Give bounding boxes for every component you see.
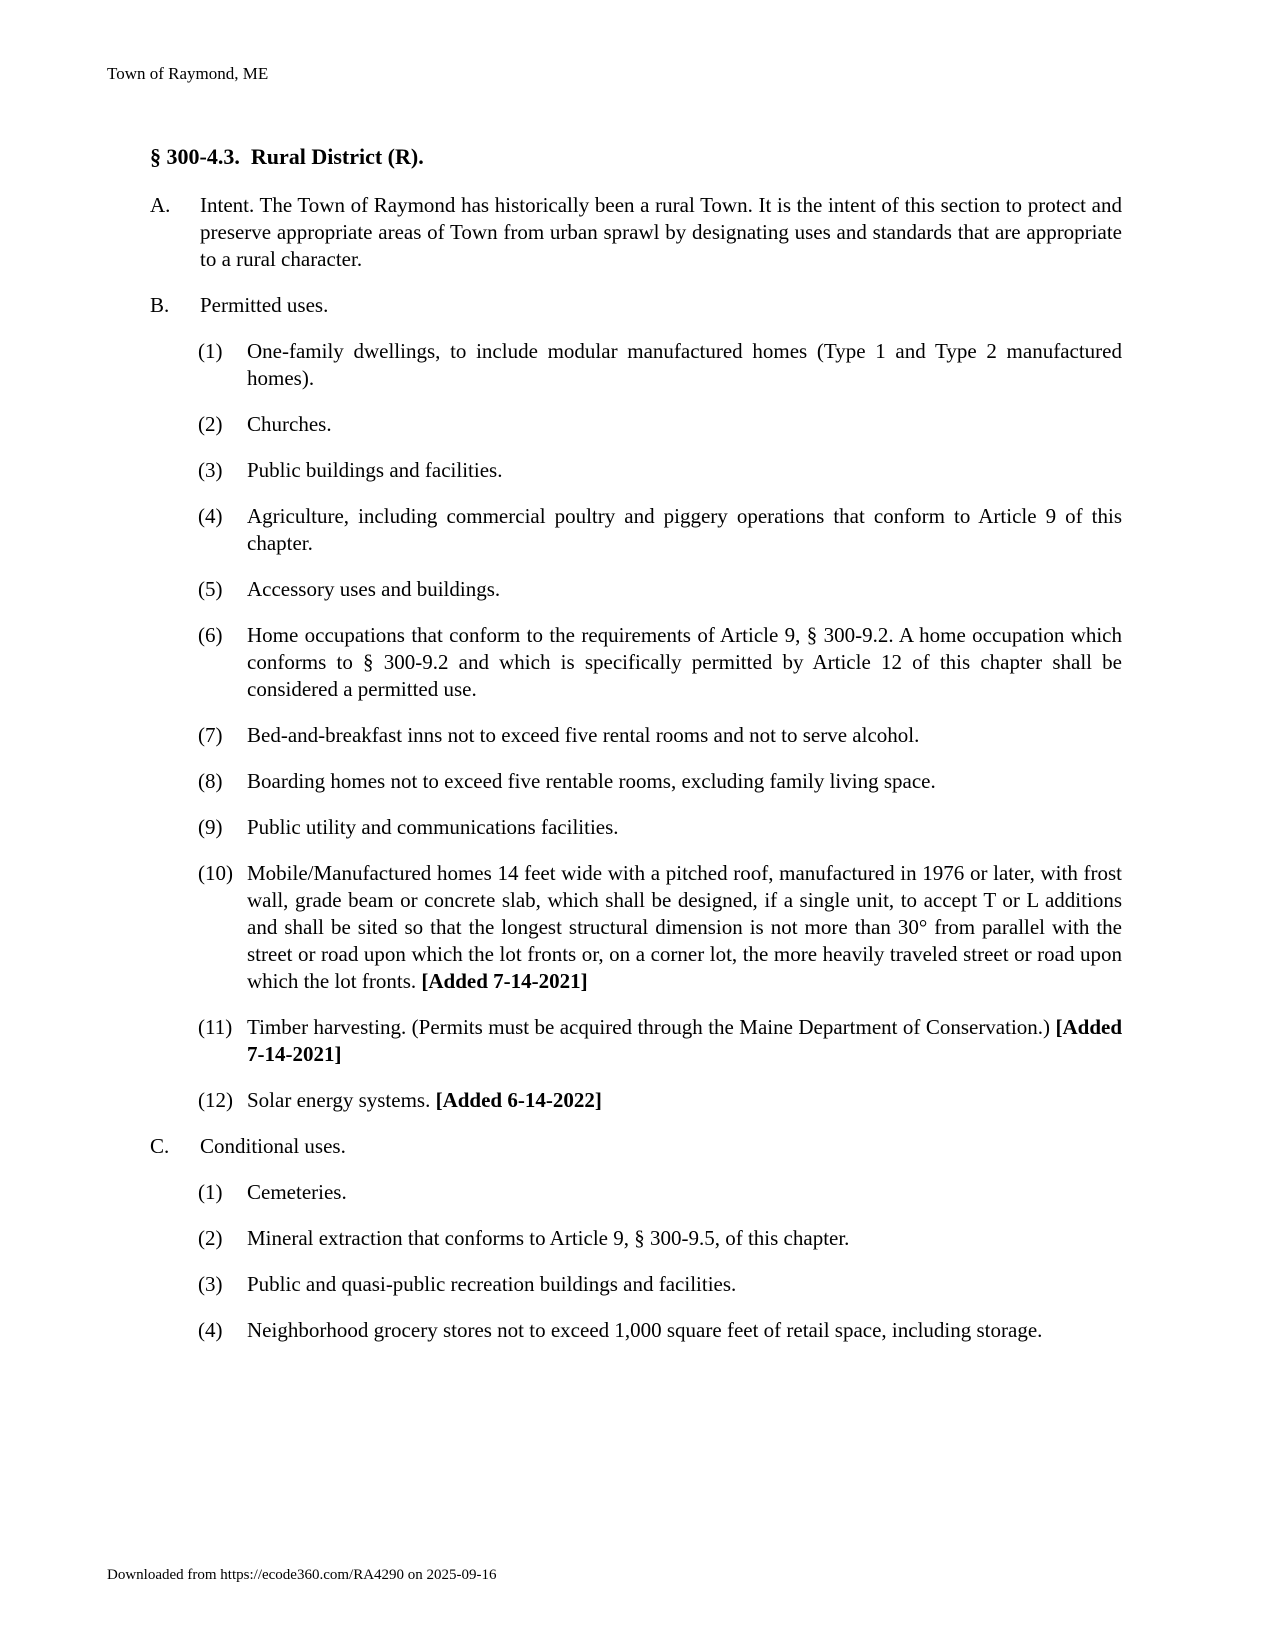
item-text-main: Accessory uses and buildings. (247, 577, 501, 601)
list-item (198, 1271, 1122, 1298)
section-b (150, 292, 1122, 319)
item-number: (10) (198, 861, 233, 885)
item-number: (12) (198, 1088, 233, 1112)
item-text (247, 503, 1122, 557)
item-text-main: Public buildings and facilities. (247, 458, 503, 482)
item-text-main: Public utility and communications facilities. (247, 815, 619, 839)
added-note: [Added 7-14-2021] (421, 969, 588, 993)
item-text (247, 768, 1122, 795)
item-text-main: Bed-and-breakfast inns not to exceed five rental rooms and not to serve alcohol. (247, 723, 920, 747)
added-note: [Added 6-14-2022] (435, 1088, 602, 1112)
list-item (198, 411, 1122, 438)
list-item (198, 503, 1122, 557)
list-item (198, 722, 1122, 749)
item-number: (6) (198, 623, 223, 647)
page-header (107, 64, 268, 84)
item-number: (1) (198, 339, 223, 363)
item-text-main: Boarding homes not to exceed five rentable rooms, excluding family living space. (247, 769, 936, 793)
item-number: (11) (198, 1015, 233, 1039)
section-c-label: C. (150, 1134, 170, 1158)
section-c-text: Conditional uses. (200, 1134, 346, 1158)
item-text (247, 1087, 1122, 1114)
item-text (247, 814, 1122, 841)
list-item (198, 338, 1122, 392)
header-text: Town of Raymond, ME (107, 64, 269, 83)
item-text-main: Mineral extraction that conforms to Article 9, § 300-9.5, of this chapter. (247, 1226, 850, 1250)
list-item (198, 457, 1122, 484)
section-title: § 300-4.3. Rural District (R). (150, 144, 424, 169)
section-b-items (198, 338, 1122, 1114)
item-text (247, 576, 1122, 603)
item-text (247, 1317, 1122, 1344)
footer-text: Downloaded from https://ecode360.com/RA4290 on 2025-09-16 (107, 1567, 497, 1583)
item-text-main: Cemeteries. (247, 1180, 347, 1204)
item-text-main: Public and quasi-public recreation buildings and facilities. (247, 1272, 737, 1296)
item-number: (1) (198, 1180, 223, 1204)
section-b-label: B. (150, 293, 170, 317)
list-item (198, 1179, 1122, 1206)
document-body (150, 142, 1122, 1363)
list-item (198, 1225, 1122, 1252)
item-text (247, 1225, 1122, 1252)
item-text (247, 722, 1122, 749)
item-text-main: Solar energy systems. (247, 1088, 431, 1112)
list-item (198, 622, 1122, 703)
list-item (198, 576, 1122, 603)
item-number: (4) (198, 1318, 223, 1342)
section-a-label: A. (150, 193, 171, 217)
item-number: (9) (198, 815, 223, 839)
item-text-main: One-family dwellings, to include modular manufactured homes (Type 1 and Type 2 manufactured homes). (247, 339, 1122, 390)
section-a-text: Intent. The Town of Raymond has historically been a rural Town. It is the intent of this section to protect and preserve appropriate areas of Town from urban sprawl by designating uses and standards that are appropriate to a rural character. (200, 193, 1122, 271)
section-c-items (198, 1179, 1122, 1344)
item-text-main: Mobile/Manufactured homes 14 feet wide with a pitched roof, manufactured in 1976 or later, with frost wall, grade beam or concrete slab, which shall be designed, if a single unit, to accept T or L additions and shall be sited so that the longest structural dimension is not more than 30° from parallel with the street or road upon which the lot fronts or, on a corner lot, the more heavily traveled street or road upon which the lot fronts. (247, 861, 1122, 993)
added-note: [Added 7-14-2021] (247, 1015, 1123, 1066)
item-number: (2) (198, 1226, 223, 1250)
item-text (247, 457, 1122, 484)
list-item (198, 814, 1122, 841)
item-number: (7) (198, 723, 223, 747)
item-number: (3) (198, 458, 223, 482)
item-text-main: Timber harvesting. (Permits must be acquired through the Maine Department of Conservation.) (247, 1015, 1051, 1039)
section-c (150, 1133, 1122, 1160)
item-text-main: Neighborhood grocery stores not to exceed 1,000 square feet of retail space, including storage. (247, 1318, 1043, 1342)
item-text (247, 1014, 1122, 1068)
item-number: (5) (198, 577, 223, 601)
item-text (247, 1271, 1122, 1298)
item-text (247, 860, 1122, 995)
item-text (247, 1179, 1122, 1206)
item-text (247, 411, 1122, 438)
item-text (247, 338, 1122, 392)
list-item (198, 1014, 1122, 1068)
page-footer (107, 1566, 497, 1584)
list-item (198, 1087, 1122, 1114)
section-a (150, 192, 1122, 273)
list-item (198, 1317, 1122, 1344)
item-text-main: Churches. (247, 412, 332, 436)
item-text (247, 622, 1122, 703)
item-number: (4) (198, 504, 223, 528)
list-item (198, 768, 1122, 795)
item-number: (8) (198, 769, 223, 793)
list-item (198, 860, 1122, 995)
item-text-main: Agriculture, including commercial poultry and piggery operations that conform to Article 9 of this chapter. (247, 504, 1122, 555)
item-text-main: Home occupations that conform to the requirements of Article 9, § 300-9.2. A home occupation which conforms to § 300-9.2 and which is specifically permitted by Article 12 of this chapter shall be considered a permitted use. (247, 623, 1122, 701)
item-number: (3) (198, 1272, 223, 1296)
item-number: (2) (198, 412, 223, 436)
section-b-text: Permitted uses. (200, 293, 329, 317)
